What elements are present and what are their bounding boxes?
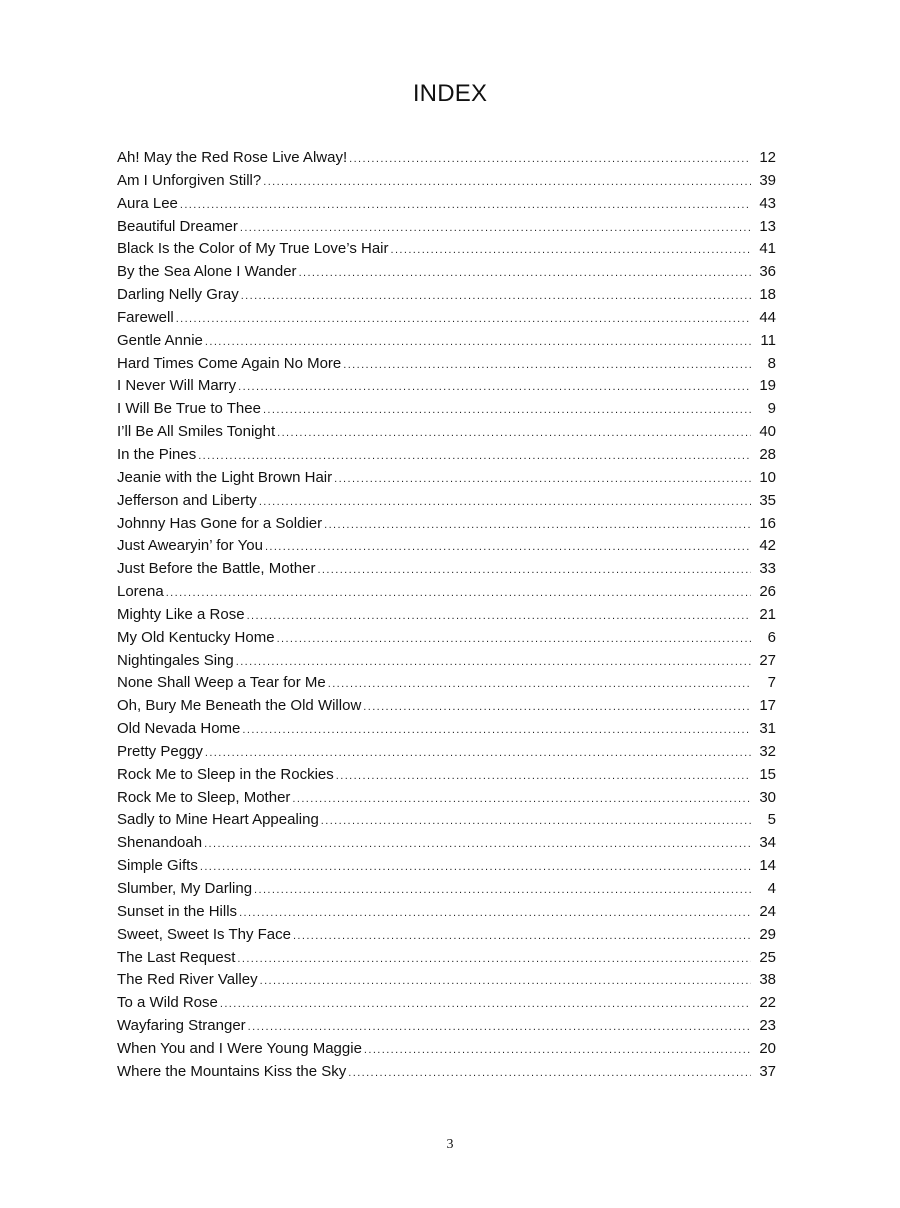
- entry-title: Wayfaring Stranger: [117, 1017, 246, 1035]
- index-entry: [117, 1038, 776, 1061]
- entry-title: Lorena: [117, 583, 164, 601]
- entry-page-number: 44: [759, 308, 776, 326]
- entry-title: Old Nevada Home: [117, 720, 241, 738]
- index-entry: [117, 375, 776, 398]
- entry-title: Jeanie with the Light Brown Hair: [117, 468, 333, 486]
- index-entry: [117, 832, 776, 855]
- index-entry: [117, 147, 776, 170]
- index-entry: [117, 672, 776, 695]
- entry-title: Darling Nelly Gray: [117, 286, 239, 304]
- dot-leader: [198, 445, 751, 468]
- entry-title: My Old Kentucky Home: [117, 628, 275, 646]
- dot-leader: [328, 673, 751, 696]
- index-entry: [117, 193, 776, 216]
- dot-leader: [220, 993, 751, 1016]
- entry-title: Am I Unforgiven Still?: [117, 171, 262, 189]
- entry-title: Rock Me to Sleep, Mother: [117, 788, 291, 806]
- entry-title: Rock Me to Sleep in the Rockies: [117, 765, 334, 783]
- index-entry: [117, 307, 776, 330]
- entry-title: Oh, Bury Me Beneath the Old Willow: [117, 697, 362, 715]
- entry-page-number: 12: [759, 149, 776, 166]
- index-entry: [117, 1015, 776, 1038]
- entry-title: Ah! May the Red Rose Live Alway!: [117, 149, 348, 166]
- dot-leader: [292, 788, 751, 811]
- entry-page-number: 20: [759, 1039, 776, 1057]
- index-entry: [117, 650, 776, 673]
- dot-leader: [241, 285, 751, 308]
- entry-page-number: 36: [759, 263, 776, 281]
- entry-page-number: 18: [759, 286, 776, 304]
- index-entry: [117, 467, 776, 490]
- entry-title: I Will Be True to Thee: [117, 400, 261, 418]
- dot-leader: [317, 559, 751, 582]
- entry-title: Jefferson and Liberty: [117, 491, 257, 509]
- dot-leader: [205, 742, 751, 765]
- entry-title: Just Before the Battle, Mother: [117, 560, 316, 578]
- entry-title: None Shall Weep a Tear for Me: [117, 674, 326, 692]
- entry-page-number: 11: [760, 331, 776, 349]
- entry-title: I Never Will Marry: [117, 377, 237, 395]
- index-entry: [117, 924, 776, 947]
- index-entry: [117, 992, 776, 1015]
- index-entry: [117, 330, 776, 353]
- entry-page-number: 6: [767, 628, 776, 646]
- dot-leader: [237, 948, 751, 971]
- dot-leader: [242, 719, 751, 742]
- dot-leader: [343, 354, 751, 377]
- dot-leader: [247, 605, 751, 628]
- entry-title: Shenandoah: [117, 834, 203, 852]
- entry-page-number: 28: [759, 445, 776, 463]
- entry-title: When You and I Were Young Maggie: [117, 1039, 362, 1057]
- entry-page-number: 10: [759, 468, 776, 486]
- dot-leader: [321, 810, 751, 833]
- dot-leader: [265, 536, 751, 559]
- entry-title: Black Is the Color of My True Love’s Hair: [117, 240, 389, 258]
- dot-leader: [299, 262, 751, 285]
- index-entry: [117, 855, 776, 878]
- entry-title: Beautiful Dreamer: [117, 217, 238, 235]
- entry-page-number: 33: [759, 560, 776, 578]
- index-entry: [117, 558, 776, 581]
- index-entry: [117, 170, 776, 193]
- entry-page-number: 9: [767, 400, 776, 418]
- entry-title: Sadly to Mine Heart Appealing: [117, 811, 319, 829]
- entry-page-number: 23: [759, 1017, 776, 1035]
- index-entry: [117, 490, 776, 513]
- dot-leader: [204, 833, 751, 856]
- dot-leader: [176, 308, 751, 331]
- entry-title: Sunset in the Hills: [117, 902, 238, 920]
- entry-page-number: 13: [759, 217, 776, 235]
- index-entry: [117, 947, 776, 970]
- index-entry: [117, 718, 776, 741]
- entry-page-number: 27: [759, 651, 776, 669]
- index-list: [117, 147, 776, 1084]
- entry-title: Hard Times Come Again No More: [117, 354, 342, 372]
- dot-leader: [391, 239, 752, 262]
- entry-page-number: 30: [759, 788, 776, 806]
- index-entry: [117, 398, 776, 421]
- dot-leader: [334, 468, 751, 491]
- entry-title: Gentle Annie: [117, 331, 203, 349]
- entry-page-number: 29: [759, 925, 776, 943]
- dot-leader: [259, 491, 751, 514]
- dot-leader: [239, 902, 751, 925]
- dot-leader: [348, 1062, 751, 1085]
- entry-page-number: 40: [759, 423, 776, 441]
- entry-page-number: 17: [759, 697, 776, 715]
- dot-leader: [236, 651, 751, 674]
- entry-page-number: 5: [767, 811, 776, 829]
- index-entry: [117, 878, 776, 901]
- entry-page-number: 24: [759, 902, 776, 920]
- index-entry: [117, 535, 776, 558]
- entry-page-number: 38: [759, 971, 776, 989]
- dot-leader: [248, 1016, 751, 1039]
- index-entry: [117, 1061, 776, 1084]
- dot-leader: [238, 376, 751, 399]
- entry-page-number: 8: [767, 354, 776, 372]
- entry-page-number: 19: [759, 377, 776, 395]
- dot-leader: [364, 1039, 751, 1062]
- entry-page-number: 43: [759, 194, 776, 212]
- entry-title: The Red River Valley: [117, 971, 258, 989]
- entry-page-number: 26: [759, 583, 776, 601]
- index-entry: [117, 238, 776, 261]
- dot-leader: [336, 765, 751, 788]
- index-entry: [117, 421, 776, 444]
- entry-title: Mighty Like a Rose: [117, 605, 245, 623]
- entry-title: Nightingales Sing: [117, 651, 234, 669]
- index-entry: [117, 261, 776, 284]
- entry-page-number: 31: [759, 720, 776, 738]
- entry-title: Johnny Has Gone for a Soldier: [117, 514, 323, 532]
- entry-page-number: 34: [759, 834, 776, 852]
- index-entry: [117, 284, 776, 307]
- dot-leader: [180, 194, 751, 217]
- entry-title: In the Pines: [117, 445, 197, 463]
- entry-title: Farewell: [117, 308, 174, 326]
- index-entry: [117, 581, 776, 604]
- entry-title: Sweet, Sweet Is Thy Face: [117, 925, 291, 943]
- index-entry: [117, 695, 776, 718]
- entry-page-number: 16: [759, 514, 776, 532]
- entry-page-number: 37: [759, 1062, 776, 1080]
- entry-title: Slumber, My Darling: [117, 880, 253, 897]
- entry-title: I’ll Be All Smiles Tonight: [117, 423, 276, 441]
- entry-page-number: 39: [759, 171, 776, 189]
- entry-title: To a Wild Rose: [117, 994, 218, 1012]
- index-entry: [117, 604, 776, 627]
- dot-leader: [240, 217, 751, 240]
- dot-leader: [363, 696, 751, 719]
- entry-page-number: 41: [759, 240, 776, 258]
- index-entry: [117, 901, 776, 924]
- page-title: INDEX: [412, 80, 488, 107]
- index-entry: [117, 627, 776, 650]
- index-entry: [117, 787, 776, 810]
- entry-title: Pretty Peggy: [117, 742, 203, 760]
- index-entry: [117, 216, 776, 239]
- dot-leader: [200, 856, 751, 879]
- dot-leader: [324, 514, 751, 537]
- entry-page-number: 42: [759, 537, 776, 555]
- index-entry: [117, 353, 776, 376]
- index-entry: [117, 969, 776, 992]
- entry-page-number: 7: [767, 674, 776, 692]
- entry-page-number: 4: [767, 880, 776, 897]
- index-entry: [117, 809, 776, 832]
- dot-leader: [349, 148, 751, 171]
- entry-page-number: 25: [759, 948, 776, 966]
- index-entry: [117, 764, 776, 787]
- entry-title: Simple Gifts: [117, 857, 198, 875]
- dot-leader: [166, 582, 751, 605]
- entry-page-number: 22: [759, 994, 776, 1012]
- index-entry: [117, 513, 776, 536]
- entry-title: Just Awearyin’ for You: [117, 537, 263, 555]
- dot-leader: [263, 171, 751, 194]
- page-number: 3: [446, 1137, 454, 1152]
- entry-title: Where the Mountains Kiss the Sky: [117, 1062, 347, 1080]
- entry-title: Aura Lee: [117, 194, 178, 212]
- entry-page-number: 32: [759, 742, 776, 760]
- entry-page-number: 21: [759, 605, 776, 623]
- entry-page-number: 14: [759, 857, 776, 875]
- dot-leader: [254, 879, 751, 902]
- index-entry: [117, 741, 776, 764]
- dot-leader: [205, 331, 751, 354]
- dot-leader: [260, 970, 751, 993]
- dot-leader: [293, 925, 751, 948]
- dot-leader: [263, 399, 751, 422]
- entry-page-number: 35: [759, 491, 776, 509]
- dot-leader: [277, 422, 751, 445]
- index-entry: [117, 444, 776, 467]
- entry-title: By the Sea Alone I Wander: [117, 263, 297, 281]
- entry-page-number: 15: [759, 765, 776, 783]
- entry-title: The Last Request: [117, 948, 236, 966]
- dot-leader: [277, 628, 751, 651]
